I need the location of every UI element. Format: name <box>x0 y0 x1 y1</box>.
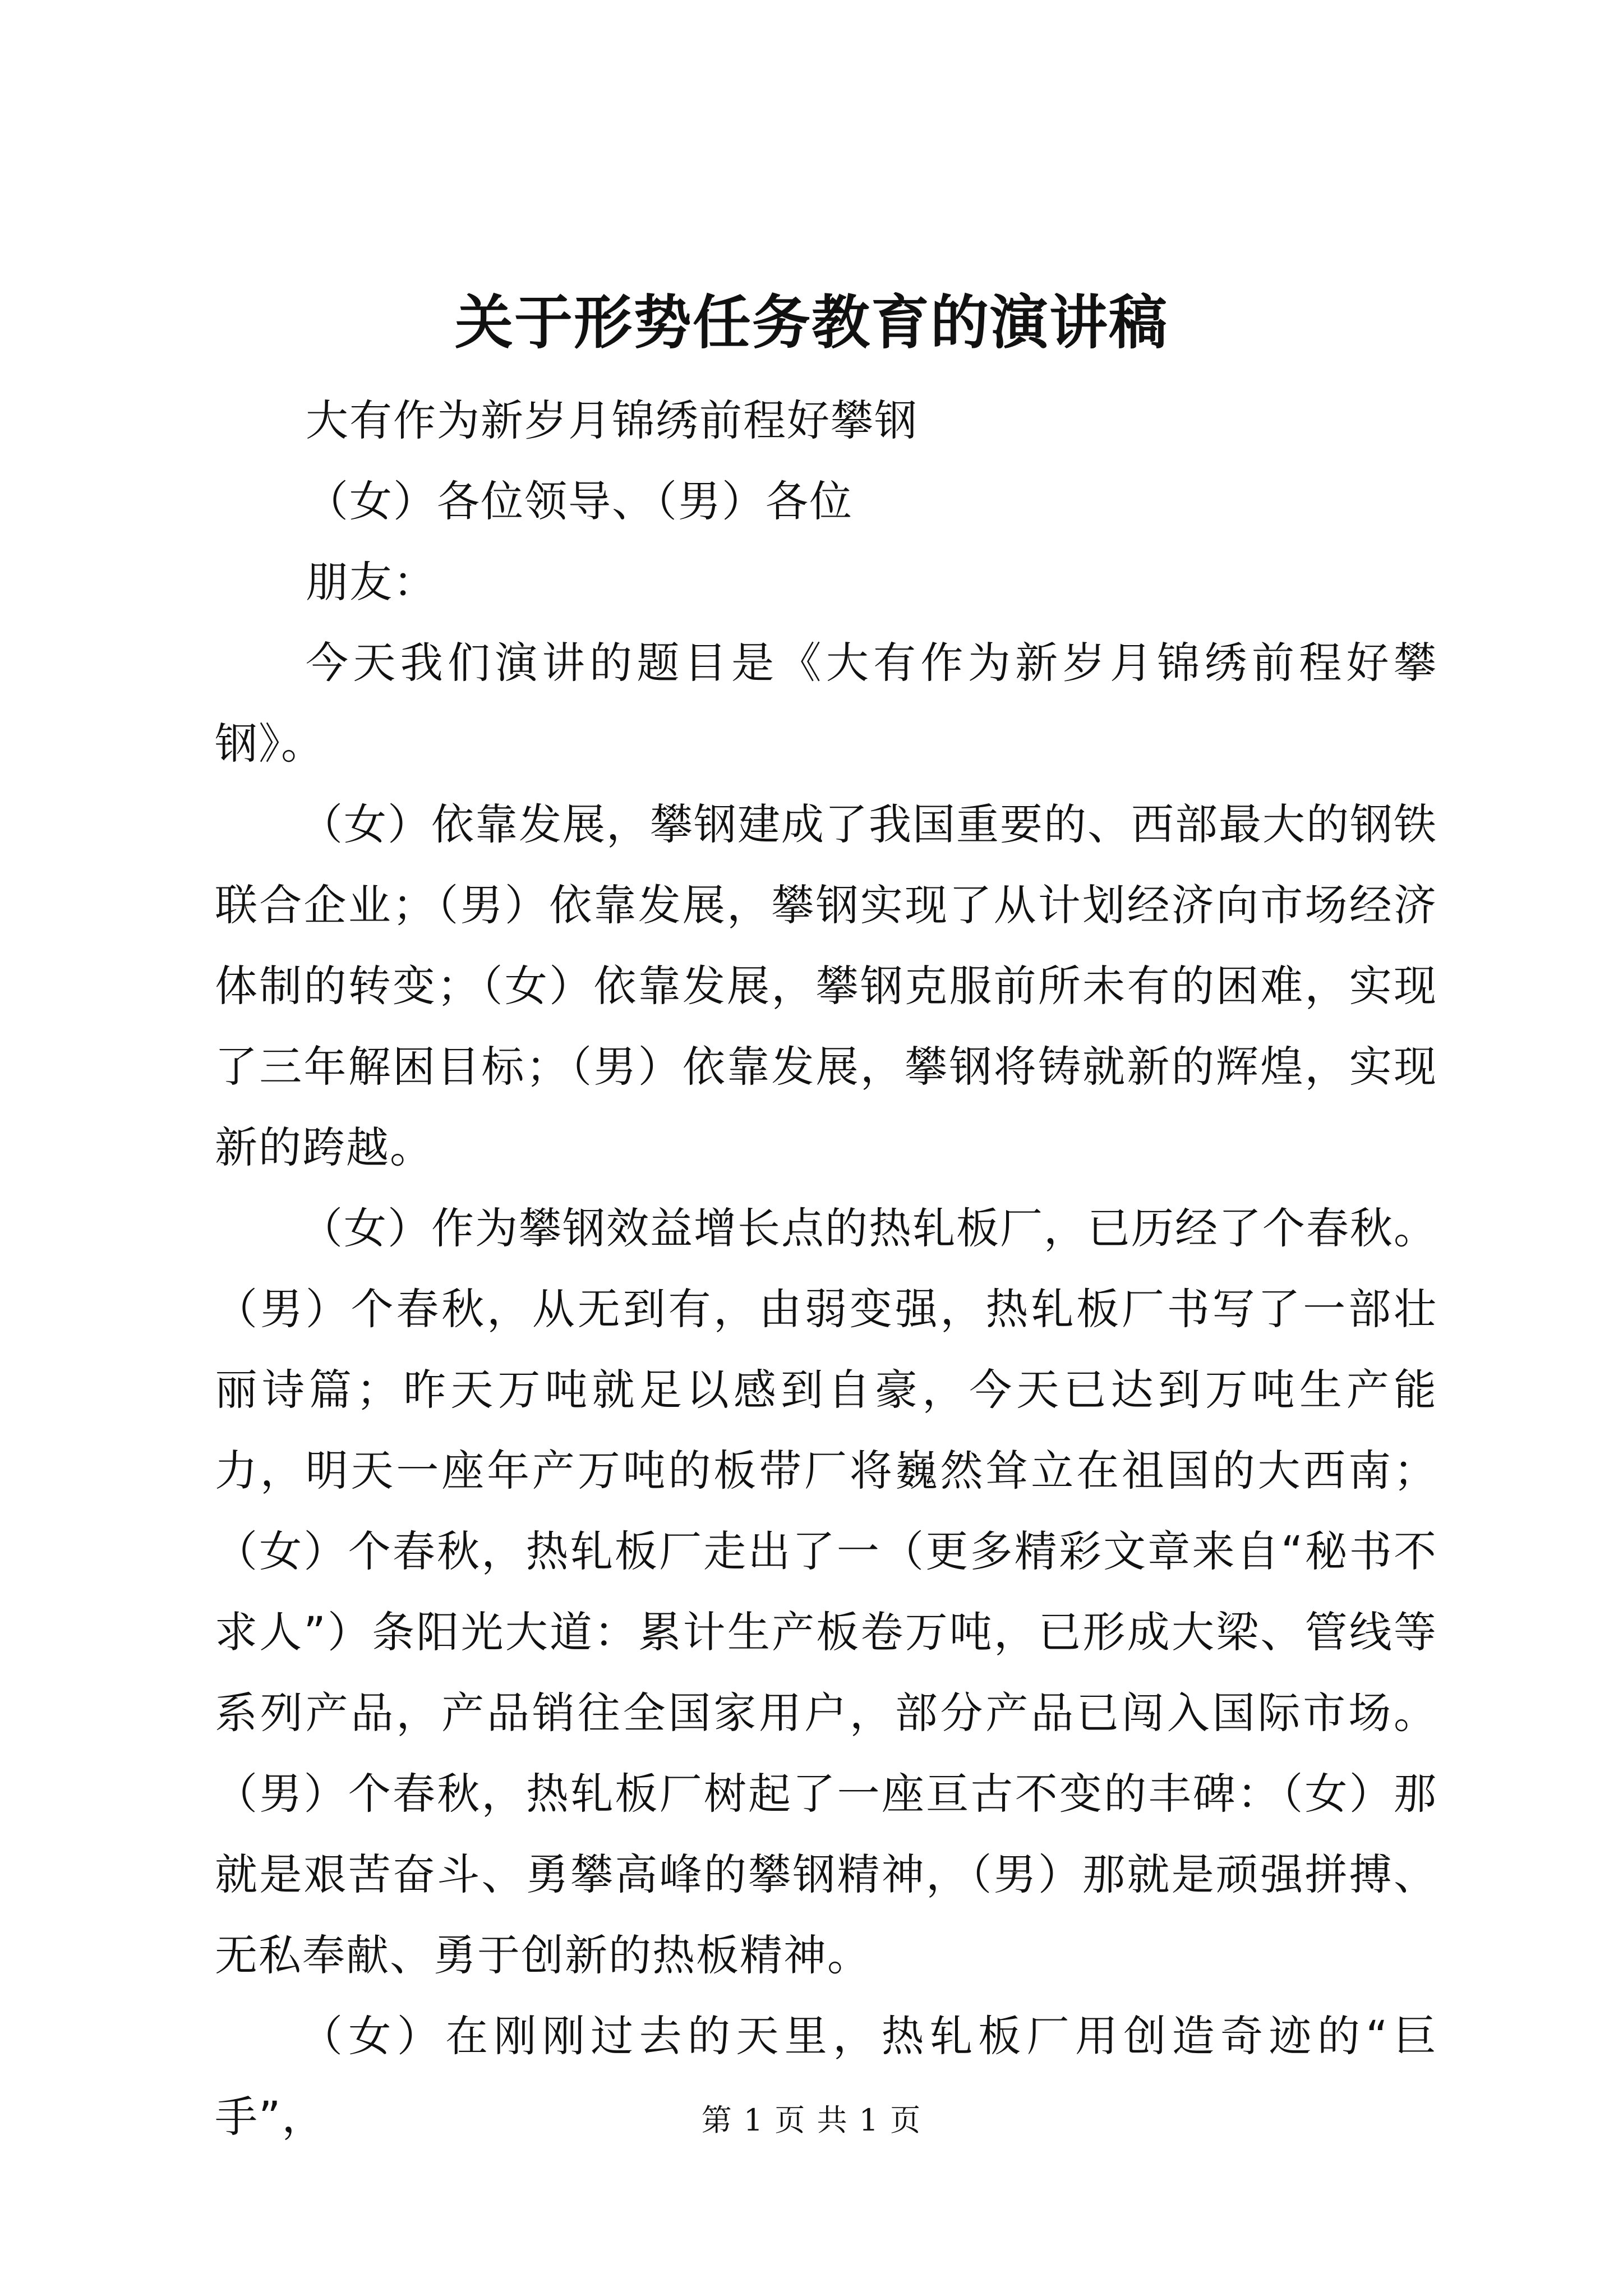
body-paragraph: （女）作为攀钢效益增长点的热轧板厂，已历经了个春秋。（男）个春秋，从无到有，由弱变强，热轧板厂书写了一部壮丽诗篇；昨天万吨就足以感到自豪，今天已达到万吨生产能力，明天一座年产万吨的板带厂将巍然耸立在祖国的大西南；（女）个春秋，热轧板厂走出了一（更多精彩文章来自“秘书不求人”）条阳光大道：累计生产板卷万吨，已形成大梁、管线等系列产品，产品销往全国家用户，部分产品已闯入国际市场。（男）个春秋，热轧板厂树起了一座亘古不变的丰碑：（女）那就是艰苦奋斗、勇攀高峰的攀钢精神，（男）那就是顽强拼搏、无私奉献、勇于创新的热板精神。 <box>215 1203 1437 1980</box>
document-title: 关于形势任务教育的演讲稿 <box>454 288 1168 357</box>
document-body <box>215 380 1437 2157</box>
greeting-paragraph: （女）各位领导、（男）各位 <box>306 476 853 526</box>
greeting-continuation-paragraph: 朋友： <box>306 557 437 607</box>
page-number-footer: 第 1 页 共 1 页 <box>701 2102 922 2138</box>
body-paragraph: （女）依靠发展，攀钢建成了我国重要的、西部最大的钢铁联合企业；（男）依靠发展，攀钢实现了从计划经济向市场经济体制的转变；（女）依靠发展，攀钢克服前所未有的困难，实现了三年解困目标；（男）依靠发展，攀钢将铸就新的辉煌，实现新的跨越。 <box>215 799 1437 1172</box>
body-paragraph: （女）在刚刚过去的天里，热轧板厂用创造奇迹的“巨手”， <box>215 2011 1437 2142</box>
subtitle-paragraph: 大有作为新岁月锦绣前程好攀钢 <box>306 395 918 445</box>
topic-paragraph: 今天我们演讲的题目是《大有作为新岁月锦绣前程好攀钢》。 <box>215 638 1437 769</box>
